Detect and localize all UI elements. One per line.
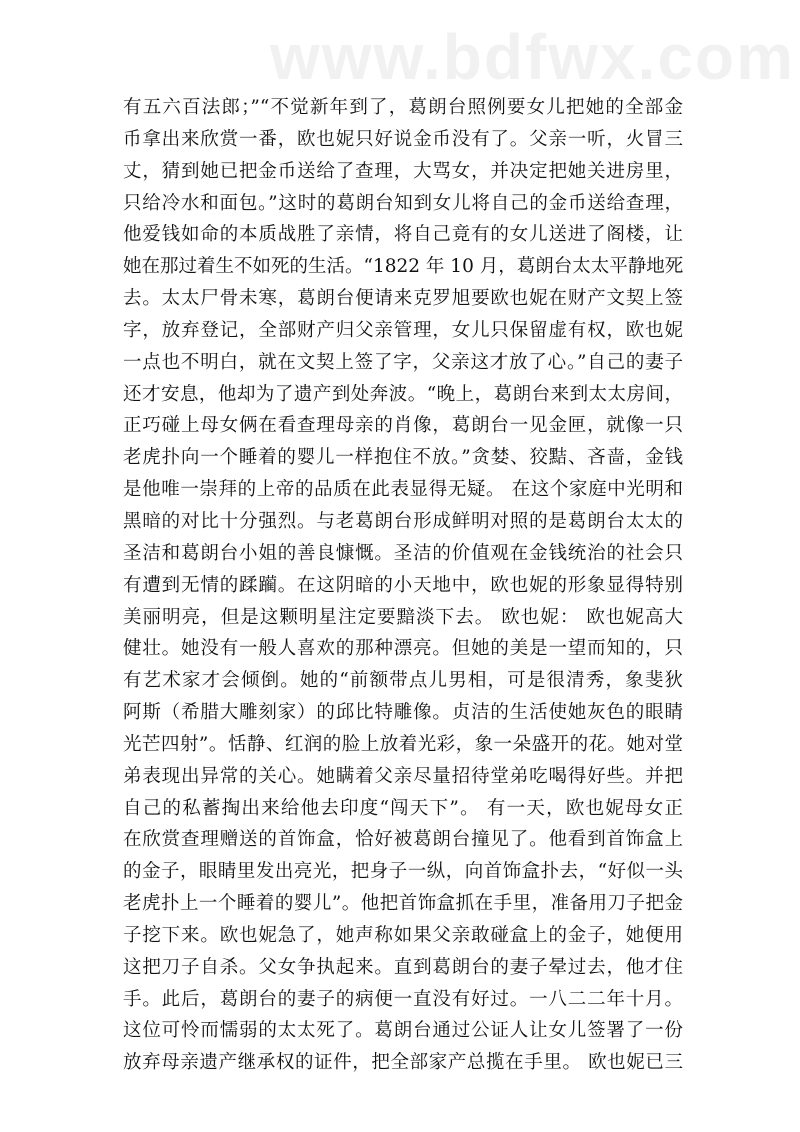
text-line: 有遭到无情的蹂躏。在这阴暗的小天地中，欧也妮的形象显得特别: [123, 574, 683, 596]
text-line: 正巧碰上母女俩在看查理母亲的肖像，葛朗台一见金匣，就像一只: [123, 415, 683, 437]
text-line: 还才安息，他却为了遗产到处奔波。“晚上，葛朗台来到太太房间，: [123, 383, 683, 405]
text-line: 老虎扑向一个睡着的婴儿一样抱住不放。”贪婪、狡黠、吝啬，金钱: [123, 447, 683, 469]
text-line: 子挖下来。欧也妮急了，她声称如果父亲敢碰盒上的金子，她便用: [123, 924, 683, 946]
text-line: 光芒四射”。恬静、红润的脸上放着光彩，象一朵盛开的花。她对堂: [123, 733, 683, 755]
text-line: 他爱钱如命的本质战胜了亲情，将自己竟有的女儿送进了阁楼，让: [123, 224, 683, 246]
text-line: 放弃母亲遗产继承权的证件，把全部家产总揽在手里。 欧也妮已三: [123, 1052, 683, 1074]
text-line: 的金子，眼睛里发出亮光，把身子一纵，向首饰盒扑去，“好似一头: [123, 861, 683, 883]
text-line: 美丽明亮，但是这颗明星注定要黯淡下去。 欧也妮： 欧也妮高大: [123, 606, 683, 628]
text-line: 这把刀子自杀。父女争执起来。直到葛朗台的妻子晕过去，他才住: [123, 956, 683, 978]
text-line: 健壮。她没有一般人喜欢的那种漂亮。但她的美是一望而知的，只: [123, 638, 683, 660]
text-line: 有五六百法郎；”“不觉新年到了，葛朗台照例要女儿把她的全部金: [123, 97, 683, 118]
text-line: 老虎扑上一个睡着的婴儿”。他把首饰盒抓在手里，准备用刀子把金: [123, 893, 683, 915]
text-line: 字，放弃登记，全部财产归父亲管理，女儿只保留虚有权，欧也妮: [123, 319, 683, 341]
text-line: 圣洁和葛朗台小姐的善良慷慨。圣洁的价值观在金钱统治的社会只: [123, 542, 683, 564]
text-line: 在欣赏查理赠送的首饰盒，恰好被葛朗台撞见了。他看到首饰盒上: [123, 829, 683, 851]
text-line: 只给冷水和面包。”这时的葛朗台知到女儿将自己的金币送给查理，: [123, 192, 683, 214]
text-line: 币拿出来欣赏一番，欧也妮只好说金币没有了。父亲一听，火冒三: [123, 128, 683, 150]
text-line: 这位可怜而懦弱的太太死了。葛朗台通过公证人让女儿签署了一份: [123, 1020, 683, 1042]
text-line: 自己的私蓄掏出来给他去印度“闯天下”。 有一天，欧也妮母女正: [123, 797, 683, 819]
text-line: 阿斯（希腊大雕刻家）的邱比特雕像。贞洁的生活使她灰色的眼睛: [123, 702, 683, 724]
text-line: 她在那过着生不如死的生活。“1822 年 10 月，葛朗台太太平静地死: [123, 256, 683, 278]
text-line: 黑暗的对比十分强烈。与老葛朗台形成鲜明对照的是葛朗台太太的: [123, 510, 683, 532]
text-line: 丈，猜到她已把金币送给了查理，大骂女，并决定把她关进房里，: [123, 160, 683, 182]
text-line: 弟表现出异常的关心。她瞒着父亲尽量招待堂弟吃喝得好些。并把: [123, 765, 683, 787]
text-line: 一点也不明白，就在文契上签了字，父亲这才放了心。”自己的妻子: [123, 351, 683, 373]
watermark: www.bdfwx.com: [270, 21, 795, 93]
text-line: 是他唯一崇拜的上帝的品质在此表显得无疑。 在这个家庭中光明和: [123, 479, 683, 501]
text-line: 去。太太尸骨未寒，葛朗台便请来克罗旭要欧也妮在财产文契上签: [123, 288, 683, 310]
body-text: [123, 92, 683, 1079]
text-line: 有艺术家才会倾倒。她的“前额带点儿男相，可是很清秀，象斐狄: [123, 670, 683, 692]
text-line: 手。此后，葛朗台的妻子的病便一直没有好过。一八二二年十月。: [123, 988, 683, 1010]
